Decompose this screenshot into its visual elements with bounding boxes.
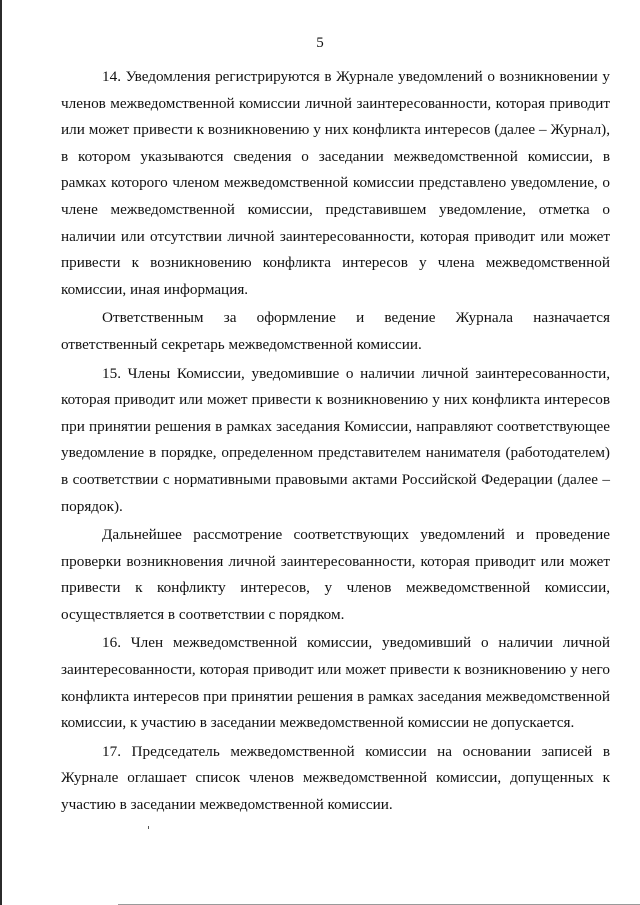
paragraph-17: 17. Председатель межведомственной комиссии на основании записей в Журнале оглашает список членов межведомственной комиссии, допущенных к участию в заседании межведомственной комиссии. [61, 742, 610, 814]
paragraph-14: 14. Уведомления регистрируются в Журнале уведомлений о возникновении у членов межведомственной комиссии личной заинтересованности, которая приводит или может привести к возникновению у них конфликта интересов (далее – Журнал), в котором указываются сведения о заседании межведомственной комиссии, в рамках которого членом межведомственной комиссии представлено уведомление, о члене межведомственной комиссии, представившем уведомление, отметка о наличии или отсутствии личной заинтересованности, которая приводит или может привести к возникновению конфликта интересов у члена межведомственной комиссии, иная информация. [61, 68, 610, 298]
paragraph-14-responsible: Ответственным за оформление и ведение Журнала назначается ответственный секретарь межведомственной комиссии. [61, 309, 610, 353]
scan-speck [148, 826, 149, 829]
document-body [61, 64, 610, 819]
page-number: 5 [316, 35, 324, 51]
paragraph-16: 16. Член межведомственной комиссии, уведомивший о наличии личной заинтересованности, которая приводит или может привести к возникновению у него конфликта интересов при принятии решения в рамках заседания межведомственной комиссии, к участию в заседании межведомственной комиссии не допускается. [61, 634, 610, 732]
paragraph-15-review: Дальнейшее рассмотрение соответствующих уведомлений и проведение проверки возникновения личной заинтересованности, которая приводит или может привести к конфликту интересов, у членов межведомственной комиссии, осуществляется в соответствии с порядком. [61, 526, 610, 623]
paragraph-15: 15. Члены Комиссии, уведомившие о наличии личной заинтересованности, которая приводит или может привести к возникновению у них конфликта интересов при принятии решения в рамках заседания Комиссии, направляют соответствующее уведомление в порядке, определенном представителем нанимателя (работодателем) в соответствии с нормативными правовыми актами Российской Федерации (далее – порядок). [61, 364, 610, 515]
scan-left-edge [0, 0, 2, 905]
